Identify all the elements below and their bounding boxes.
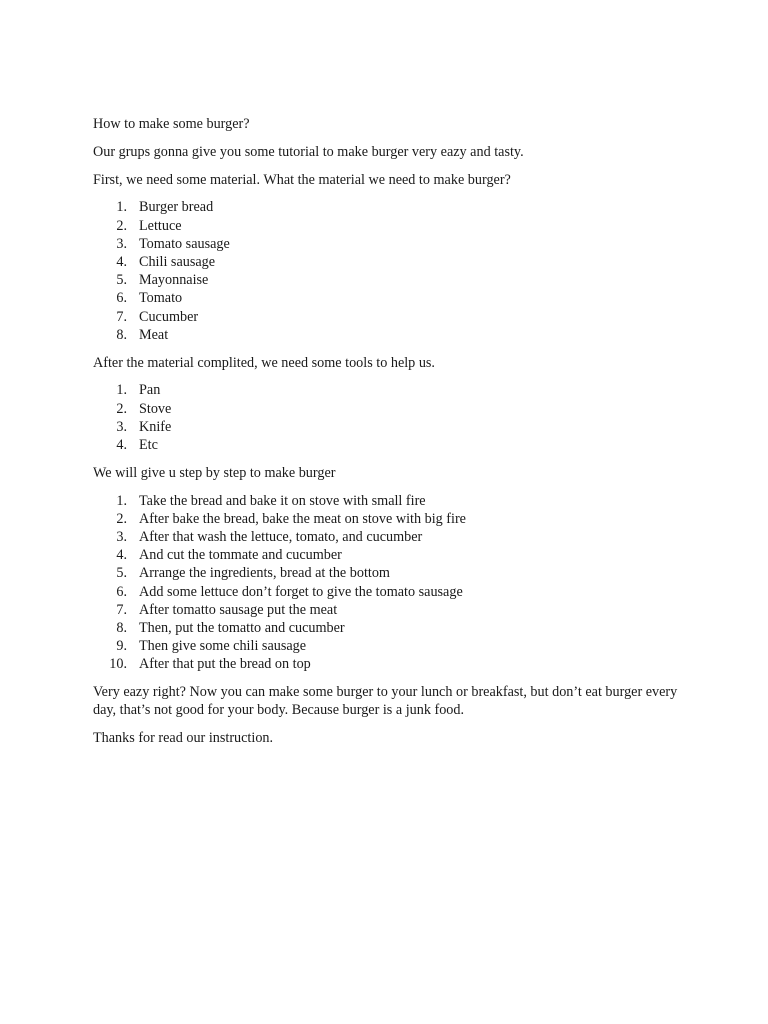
steps-list-item [93,510,693,528]
list-number: 3. [116,235,127,252]
list-number: 5. [116,272,127,289]
list-number: 2. [116,217,127,234]
materials-list-item [93,198,693,216]
list-number: 6. [116,583,127,600]
steps-list-item [93,528,693,546]
list-number: 3. [116,418,127,435]
list-number: 6. [116,290,127,307]
list-item-text: Etc [139,437,158,454]
list-item-text: Then, put the tomatto and cucumber [139,620,345,637]
list-item-text: Mayonnaise [139,272,209,289]
document-body [93,115,693,757]
tools-list-item [93,418,693,436]
list-item-text: Lettuce [139,217,182,234]
list-item-text: After that put the bread on top [139,656,311,673]
tools-list-item [93,436,693,454]
materials-list-item [93,217,693,235]
materials-intro-paragraph: First, we need some material. What the material we need to make burger? [93,171,511,188]
list-item-text: Take the bread and bake it on stove with small fire [139,492,426,509]
steps-list-item [93,546,693,564]
tools-list [93,381,693,454]
steps-list-item [93,619,693,637]
list-item-text: Add some lettuce don’t forget to give the tomato sausage [139,583,463,600]
list-number: 5. [116,565,127,582]
materials-list-item [93,289,693,307]
list-number: 1. [116,382,127,399]
materials-list [93,198,693,344]
list-item-text: Chili sausage [139,254,216,270]
materials-list-item [93,235,693,253]
list-item-text: Then give some chili sausage [139,638,307,655]
steps-list-item [93,583,693,601]
list-item-text: Tomato [139,290,183,307]
list-number: 2. [116,510,127,527]
list-number: 8. [116,326,127,343]
list-number: 3. [116,529,127,546]
list-number: 2. [116,400,127,417]
list-number: 8. [116,620,127,637]
list-item-text: Cucumber [139,308,199,325]
steps-list [93,492,693,674]
materials-list-item [93,326,693,344]
intro-paragraph: Our grups gonna give you some tutorial to make burger very eazy and tasty. [93,143,524,160]
list-item-text: Pan [139,382,161,399]
list-item-text: And cut the tommate and cucumber [139,547,342,564]
list-item-text: After tomatto sausage put the meat [139,601,338,618]
steps-list-item [93,564,693,582]
list-item-text: Tomato sausage [139,235,230,252]
list-item-text: Arrange the ingredients, bread at the bottom [139,565,390,582]
thanks-paragraph: Thanks for read our instruction. [93,730,274,747]
list-number: 1. [116,492,127,509]
closing-paragraph: Very eazy right? Now you can make some burger to your lunch or breakfast, but don’t eat burger every day, that’s not good for your body. Because burger is a junk food. [93,684,678,719]
steps-list-item [93,655,693,673]
list-number: 7. [116,601,127,618]
list-number: 1. [116,199,127,216]
materials-list-item [93,271,693,289]
list-number: 9. [116,638,127,655]
list-item-text: Burger bread [139,199,214,216]
steps-intro-paragraph: We will give u step by step to make burger [93,464,336,481]
steps-list-item [93,492,693,510]
tools-intro-paragraph: After the material complited, we need some tools to help us. [93,354,435,371]
list-item-text: After that wash the lettuce, tomato, and cucumber [139,529,423,546]
list-number: 7. [116,308,127,325]
list-item-text: Meat [139,326,169,343]
list-number: 4. [116,254,127,270]
tools-list-item [93,381,693,399]
tools-list-item [93,400,693,418]
steps-list-item [93,601,693,619]
materials-list-item [93,253,693,271]
list-number: 10. [109,656,127,673]
list-item-text: After bake the bread, bake the meat on stove with big fire [139,510,466,527]
materials-list-item [93,308,693,326]
steps-list-item [93,637,693,655]
list-number: 4. [116,547,127,564]
list-item-text: Stove [139,400,172,417]
document-title: How to make some burger? [93,116,250,132]
list-number: 4. [116,437,127,454]
list-item-text: Knife [139,418,172,435]
